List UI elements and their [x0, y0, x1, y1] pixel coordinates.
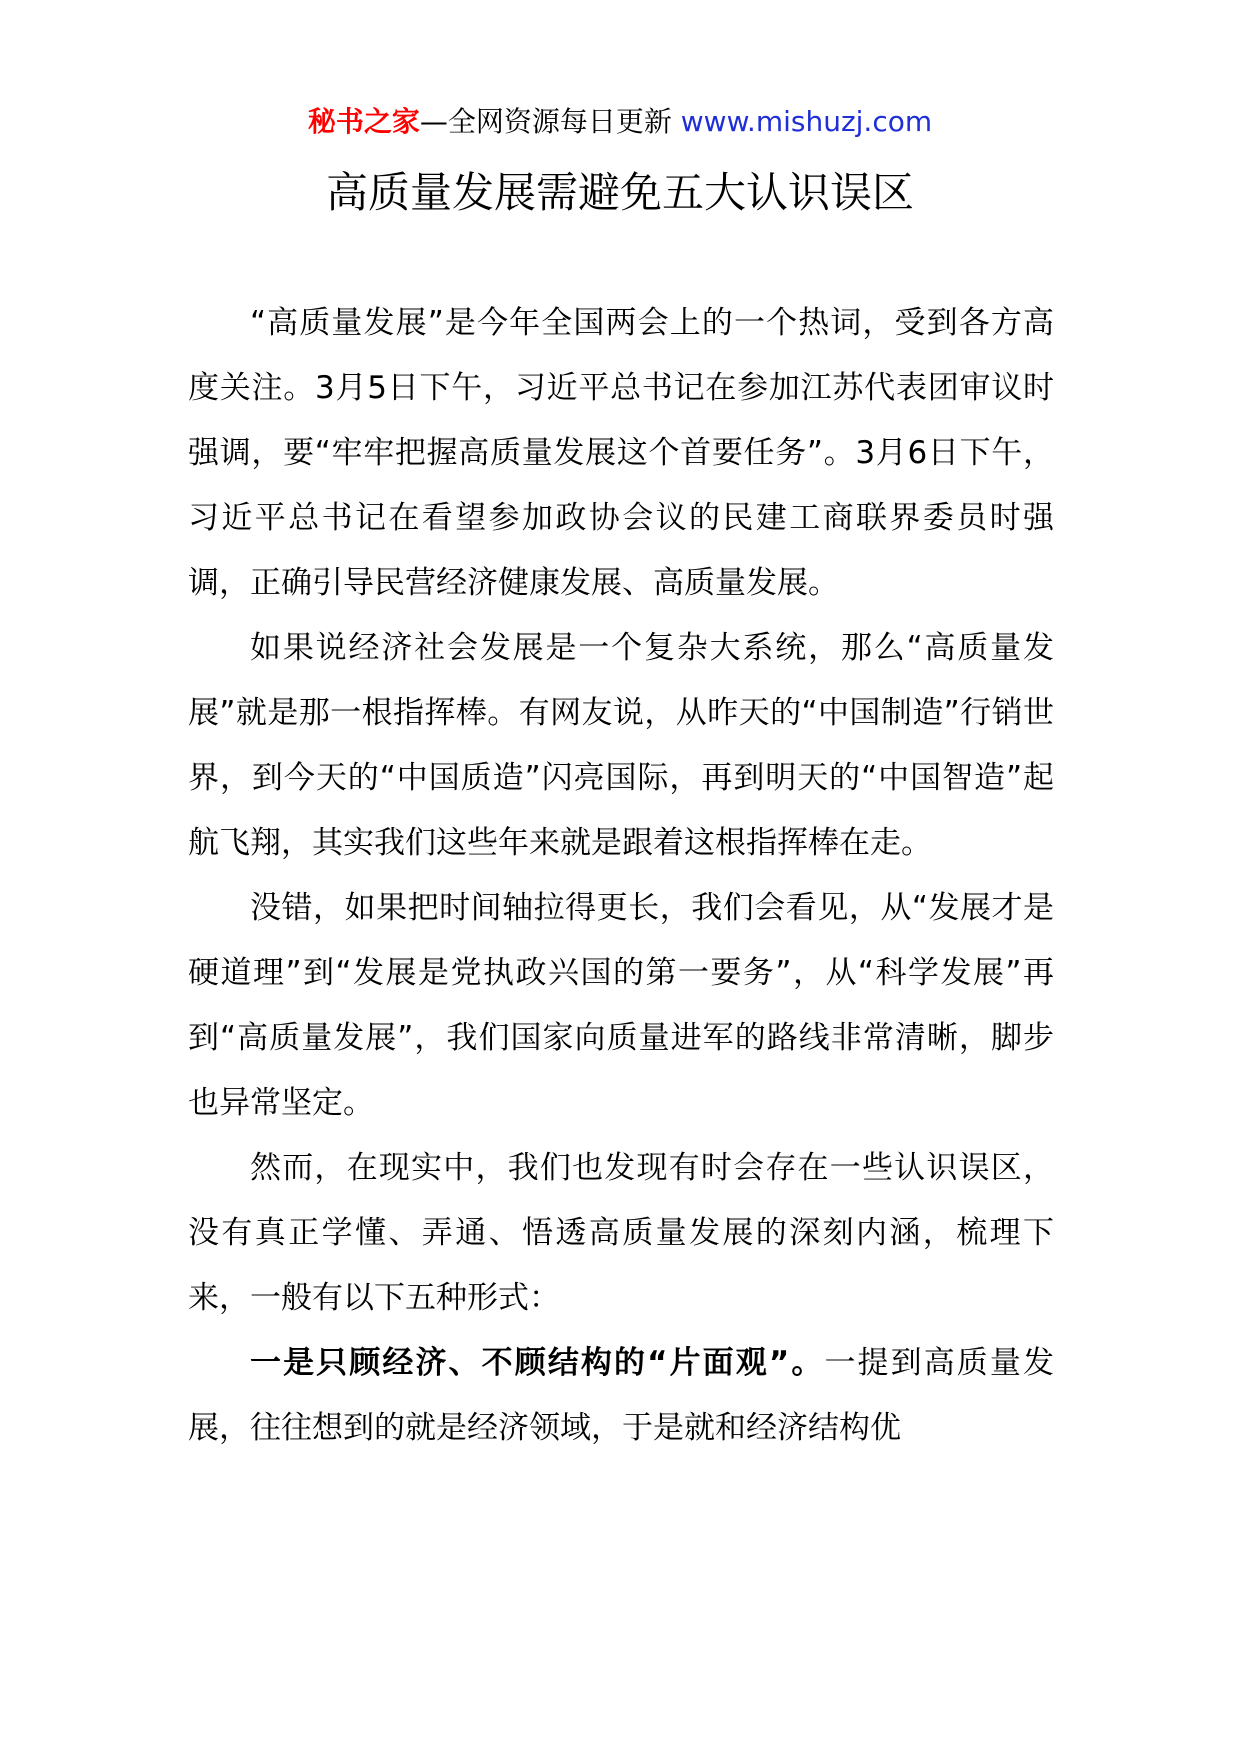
brand-name: 秘书之家 — [307, 105, 420, 138]
header-slogan: —全网资源每日更新 — [419, 105, 681, 138]
document-body — [188, 291, 1054, 1461]
paragraph-1: “高质量发展”是今年全国两会上的一个热词，受到各方高度关注。3月5日下午，习近平总书记在参加江苏代表团审议时强调，要“牢牢把握高质量发展这个首要任务”。3月6日下午，习近平总书记在看望参加政协会议的民建工商联界委员时强调，正确引导民营经济健康发展、高质量发展。 — [188, 305, 1054, 601]
site-url-link[interactable]: www.mishuzj.com — [680, 105, 933, 138]
site-header — [0, 100, 1240, 144]
paragraph-3: 没错，如果把时间轴拉得更长，我们会看见，从“发展才是硬道理”到“发展是党执政兴国的第一要务”，从“科学发展”再到“高质量发展”，我们国家向质量进军的路线非常清晰，脚步也异常坚定。 — [188, 890, 1054, 1121]
paragraph-2: 如果说经济社会发展是一个复杂大系统，那么“高质量发展”就是那一根指挥棒。有网友说，从昨天的“中国制造”行销世界，到今天的“中国质造”闪亮国际，再到明天的“中国智造”起航飞翔，其实我们这些年来就是跟着这根指挥棒在走。 — [188, 630, 1054, 861]
document-title: 高质量发展需避免五大认识误区 — [325, 168, 914, 217]
paragraph-4: 然而，在现实中，我们也发现有时会存在一些认识误区，没有真正学懂、弄通、悟透高质量发展的深刻内涵，梳理下来，一般有以下五种形式： — [188, 1150, 1054, 1316]
paragraph-5 — [188, 1331, 1054, 1461]
paragraph-5-text: 一提到高质量发展，往往想到的就是经济领域，于是就和经济结构优 — [188, 1345, 1054, 1446]
paragraph-5-lead: 一是只顾经济、不顾结构的“片面观”。 — [250, 1345, 825, 1381]
